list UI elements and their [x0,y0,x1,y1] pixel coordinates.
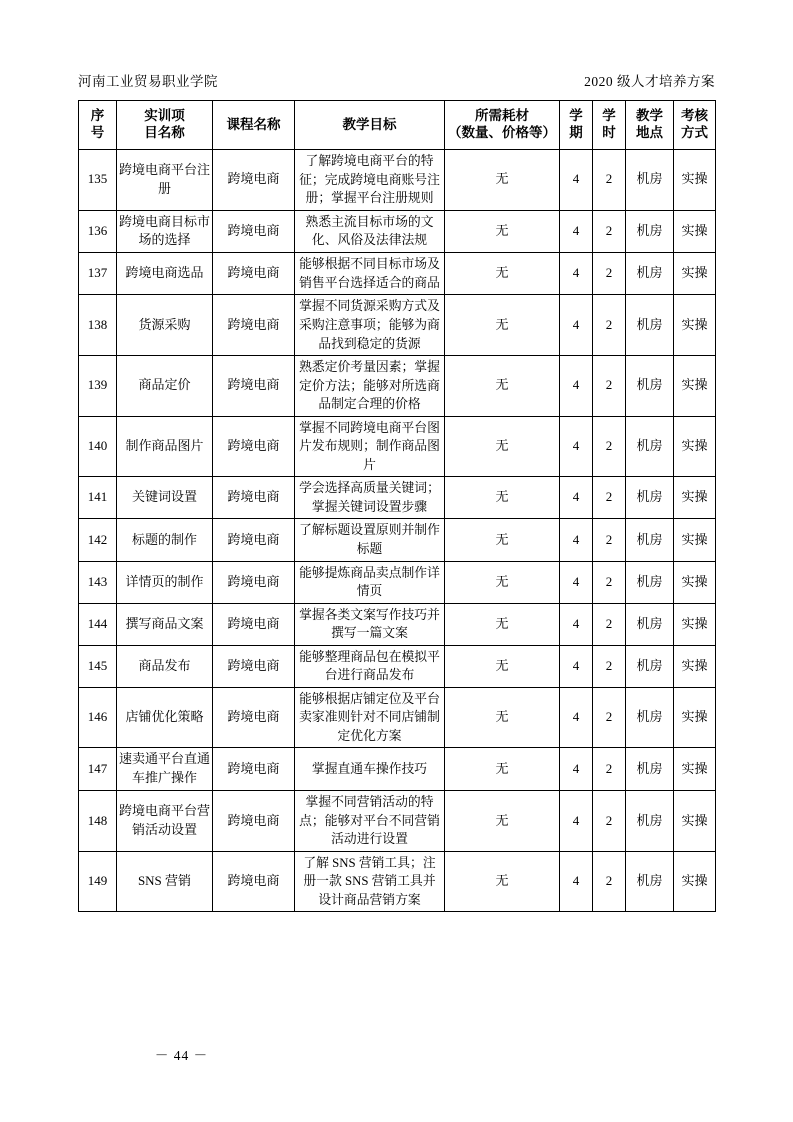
cell-material: 无 [445,687,560,748]
cell-no: 136 [79,210,117,253]
cell-course: 跨境电商 [213,356,295,417]
header-institution: 河南工业贸易职业学院 [78,74,218,89]
table-header-row [79,101,716,150]
cell-term: 4 [560,561,593,603]
cell-place: 机房 [626,295,674,356]
cell-item: 跨境电商平台营销活动设置 [117,791,213,852]
cell-no: 138 [79,295,117,356]
cell-course: 跨境电商 [213,477,295,519]
cell-hours: 2 [593,210,626,253]
cell-term: 4 [560,687,593,748]
cell-goal: 掌握各类文案写作技巧并撰写一篇文案 [295,603,445,645]
cell-goal: 掌握不同跨境电商平台图片发布规则；制作商品图片 [295,416,445,477]
column-header-no-line2: 号 [90,125,105,140]
cell-item: 详情页的制作 [117,561,213,603]
column-header-exam-line1: 考核 [681,108,708,124]
cell-term: 4 [560,791,593,852]
table-row [79,253,716,295]
cell-item: 商品定价 [117,356,213,417]
cell-material: 无 [445,477,560,519]
cell-material: 无 [445,295,560,356]
cell-course: 跨境电商 [213,687,295,748]
cell-place: 机房 [626,561,674,603]
cell-exam: 实操 [674,603,716,645]
column-header-term-line1: 学 [569,108,583,124]
cell-term: 4 [560,603,593,645]
cell-no: 147 [79,748,117,791]
cell-hours: 2 [593,253,626,295]
cell-item: 速卖通平台直通车推广操作 [117,748,213,791]
cell-term: 4 [560,519,593,561]
cell-exam: 实操 [674,748,716,791]
cell-no: 149 [79,851,117,912]
cell-hours: 2 [593,356,626,417]
cell-item: 货源采购 [117,295,213,356]
cell-term: 4 [560,210,593,253]
page-number: － 44 － [154,1048,209,1063]
cell-goal: 掌握不同货源采购方式及采购注意事项；能够为商品找到稳定的货源 [295,295,445,356]
training-projects-table [78,100,716,912]
cell-material: 无 [445,603,560,645]
cell-exam: 实操 [674,477,716,519]
cell-goal: 学会选择高质量关键词；掌握关键词设置步骤 [295,477,445,519]
cell-no: 146 [79,687,117,748]
cell-exam: 实操 [674,851,716,912]
cell-exam: 实操 [674,687,716,748]
cell-course: 跨境电商 [213,603,295,645]
cell-place: 机房 [626,150,674,211]
cell-no: 145 [79,645,117,687]
cell-hours: 2 [593,603,626,645]
cell-hours: 2 [593,645,626,687]
cell-place: 机房 [626,748,674,791]
cell-place: 机房 [626,519,674,561]
cell-no: 139 [79,356,117,417]
cell-place: 机房 [626,416,674,477]
cell-course: 跨境电商 [213,150,295,211]
cell-place: 机房 [626,851,674,912]
column-header-item-line2: 目名称 [144,125,185,140]
header-document-title: 2020 级人才培养方案 [584,74,715,89]
cell-hours: 2 [593,561,626,603]
cell-no: 140 [79,416,117,477]
table-row [79,603,716,645]
cell-goal: 了解 SNS 营销工具；注册一款 SNS 营销工具并设计商品营销方案 [295,851,445,912]
cell-no: 142 [79,519,117,561]
cell-goal: 了解标题设置原则并制作标题 [295,519,445,561]
table-body [79,150,716,912]
column-header-no [79,101,117,150]
cell-material: 无 [445,791,560,852]
cell-hours: 2 [593,150,626,211]
cell-item: 跨境电商选品 [117,253,213,295]
cell-item: SNS 营销 [117,851,213,912]
cell-item: 跨境电商平台注册 [117,150,213,211]
column-header-hours [593,101,626,150]
column-header-item [117,101,213,150]
cell-place: 机房 [626,253,674,295]
table-row [79,295,716,356]
cell-course: 跨境电商 [213,791,295,852]
cell-place: 机房 [626,210,674,253]
column-header-material-line1: 所需耗材 [475,108,529,124]
cell-goal: 能够整理商品包在模拟平台进行商品发布 [295,645,445,687]
cell-term: 4 [560,477,593,519]
cell-term: 4 [560,150,593,211]
cell-material: 无 [445,519,560,561]
table-row [79,150,716,211]
table-row [79,748,716,791]
cell-goal: 熟悉主流目标市场的文化、风俗及法律法规 [295,210,445,253]
cell-goal: 能够提炼商品卖点制作详情页 [295,561,445,603]
cell-exam: 实操 [674,210,716,253]
cell-no: 143 [79,561,117,603]
column-header-course: 课程名称 [213,101,295,150]
cell-no: 137 [79,253,117,295]
column-header-no-line1: 序 [90,108,105,124]
cell-material: 无 [445,748,560,791]
cell-item: 制作商品图片 [117,416,213,477]
cell-place: 机房 [626,687,674,748]
table-row [79,477,716,519]
column-header-item-line1: 实训项 [144,108,185,124]
cell-course: 跨境电商 [213,519,295,561]
table-row [79,356,716,417]
table-row [79,645,716,687]
cell-place: 机房 [626,356,674,417]
cell-term: 4 [560,748,593,791]
table-row [79,210,716,253]
cell-course: 跨境电商 [213,851,295,912]
cell-goal: 能够根据店铺定位及平台卖家准则针对不同店铺制定优化方案 [295,687,445,748]
column-header-place-line1: 教学 [636,108,663,124]
cell-place: 机房 [626,477,674,519]
cell-material: 无 [445,356,560,417]
cell-term: 4 [560,253,593,295]
column-header-term-line2: 期 [569,125,583,140]
cell-no: 148 [79,791,117,852]
cell-exam: 实操 [674,253,716,295]
cell-goal: 能够根据不同目标市场及销售平台选择适合的商品 [295,253,445,295]
cell-item: 关键词设置 [117,477,213,519]
cell-item: 店铺优化策略 [117,687,213,748]
cell-course: 跨境电商 [213,416,295,477]
column-header-hours-line1: 学 [602,108,616,124]
cell-item: 商品发布 [117,645,213,687]
cell-material: 无 [445,561,560,603]
cell-course: 跨境电商 [213,295,295,356]
cell-item: 标题的制作 [117,519,213,561]
cell-term: 4 [560,645,593,687]
cell-material: 无 [445,851,560,912]
cell-exam: 实操 [674,561,716,603]
table-row [79,561,716,603]
page-header [78,70,715,94]
cell-material: 无 [445,253,560,295]
cell-exam: 实操 [674,356,716,417]
cell-place: 机房 [626,645,674,687]
cell-goal: 掌握不同营销活动的特点；能够对平台不同营销活动进行设置 [295,791,445,852]
cell-exam: 实操 [674,645,716,687]
cell-hours: 2 [593,519,626,561]
cell-no: 144 [79,603,117,645]
cell-course: 跨境电商 [213,253,295,295]
column-header-hours-line2: 时 [602,125,616,140]
cell-term: 4 [560,851,593,912]
cell-material: 无 [445,416,560,477]
cell-term: 4 [560,416,593,477]
cell-hours: 2 [593,791,626,852]
cell-hours: 2 [593,687,626,748]
column-header-material [445,101,560,150]
cell-no: 141 [79,477,117,519]
table-row [79,519,716,561]
cell-item: 跨境电商目标市场的选择 [117,210,213,253]
column-header-term [560,101,593,150]
column-header-place [626,101,674,150]
cell-exam: 实操 [674,519,716,561]
cell-term: 4 [560,356,593,417]
column-header-exam [674,101,716,150]
cell-hours: 2 [593,477,626,519]
column-header-material-line2: （数量、价格等） [448,125,556,140]
cell-item: 撰写商品文案 [117,603,213,645]
cell-term: 4 [560,295,593,356]
cell-course: 跨境电商 [213,748,295,791]
column-header-exam-line2: 方式 [681,125,708,140]
table-row [79,687,716,748]
cell-course: 跨境电商 [213,645,295,687]
cell-goal: 了解跨境电商平台的特征；完成跨境电商账号注册；掌握平台注册规则 [295,150,445,211]
cell-course: 跨境电商 [213,561,295,603]
cell-exam: 实操 [674,295,716,356]
column-header-goal: 教学目标 [295,101,445,150]
cell-hours: 2 [593,295,626,356]
cell-hours: 2 [593,748,626,791]
cell-hours: 2 [593,851,626,912]
cell-goal: 掌握直通车操作技巧 [295,748,445,791]
table-row [79,791,716,852]
table-row [79,851,716,912]
cell-exam: 实操 [674,416,716,477]
cell-material: 无 [445,150,560,211]
cell-no: 135 [79,150,117,211]
cell-place: 机房 [626,603,674,645]
cell-exam: 实操 [674,150,716,211]
cell-place: 机房 [626,791,674,852]
cell-course: 跨境电商 [213,210,295,253]
cell-goal: 熟悉定价考量因素；掌握定价方法；能够对所选商品制定合理的价格 [295,356,445,417]
cell-material: 无 [445,645,560,687]
page-footer [0,1044,793,1064]
cell-exam: 实操 [674,791,716,852]
cell-material: 无 [445,210,560,253]
table-row [79,416,716,477]
column-header-place-line2: 地点 [636,125,663,140]
cell-hours: 2 [593,416,626,477]
